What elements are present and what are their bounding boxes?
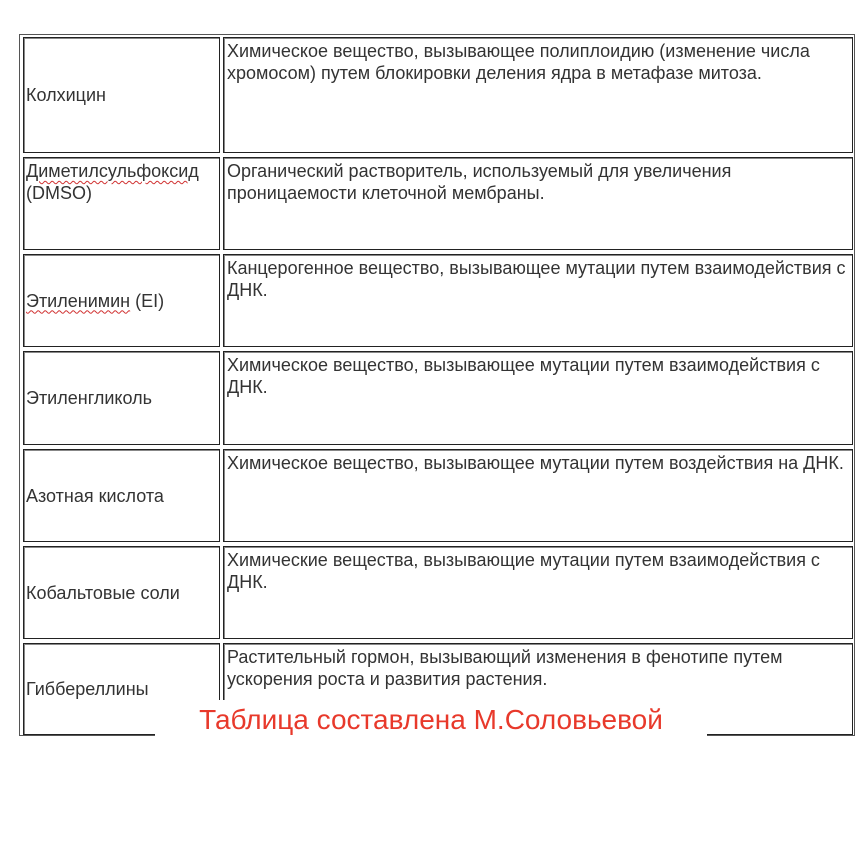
table-row-name-cell [23,157,220,250]
substance-description: Органический растворитель, используемый для увеличения проницаемости клеточной мембраны. [227,161,732,203]
author-caption: Таблица составлена М.Соловьевой [155,700,707,740]
substance-name-extra: (DMSO) [26,183,92,203]
substance-name-extra: (EI) [130,290,165,311]
table-row-name-cell [23,449,220,542]
table-row-description-cell [223,254,853,347]
table-row-description-cell [223,37,853,153]
table-row-description-cell [223,351,853,445]
substance-name: Кобальтовые соли [26,582,180,603]
substance-name: Этиленимин [26,290,131,311]
table-row-description-cell [223,449,853,542]
table-row-name-cell [23,546,220,639]
table-row-name-cell [23,37,220,153]
substance-name: Этиленгликоль [26,388,152,408]
substance-name: Гиббереллины [26,679,149,699]
substance-name: Колхицин [26,85,106,105]
substance-description: Канцерогенное вещество, вызывающее мутации путем взаимодействия с ДНК. [227,258,846,300]
substance-description: Химическое вещество, вызывающее мутации путем взаимодействия с ДНК. [227,355,820,397]
table-row-description-cell [223,546,853,639]
substance-description: Химическое вещество, вызывающее мутации путем воздействия на ДНК. [227,453,844,473]
table-row-name-cell [23,254,220,347]
table-row-description-cell [223,157,853,250]
substance-description: Химические вещества, вызывающие мутации путем взаимодействия с ДНК. [227,550,820,592]
substance-name: Азотная кислота [26,485,164,506]
substance-name: Диметилсульфоксид [26,161,199,181]
substance-description: Химическое вещество, вызывающее полиплоидию (изменение числа хромосом) путем блокировки деления ядра в метафазе митоза. [227,41,810,83]
substance-description: Растительный гормон, вызывающий изменения в фенотипе путем ускорения роста и развития растения. [227,647,783,689]
table-row-name-cell [23,351,220,445]
